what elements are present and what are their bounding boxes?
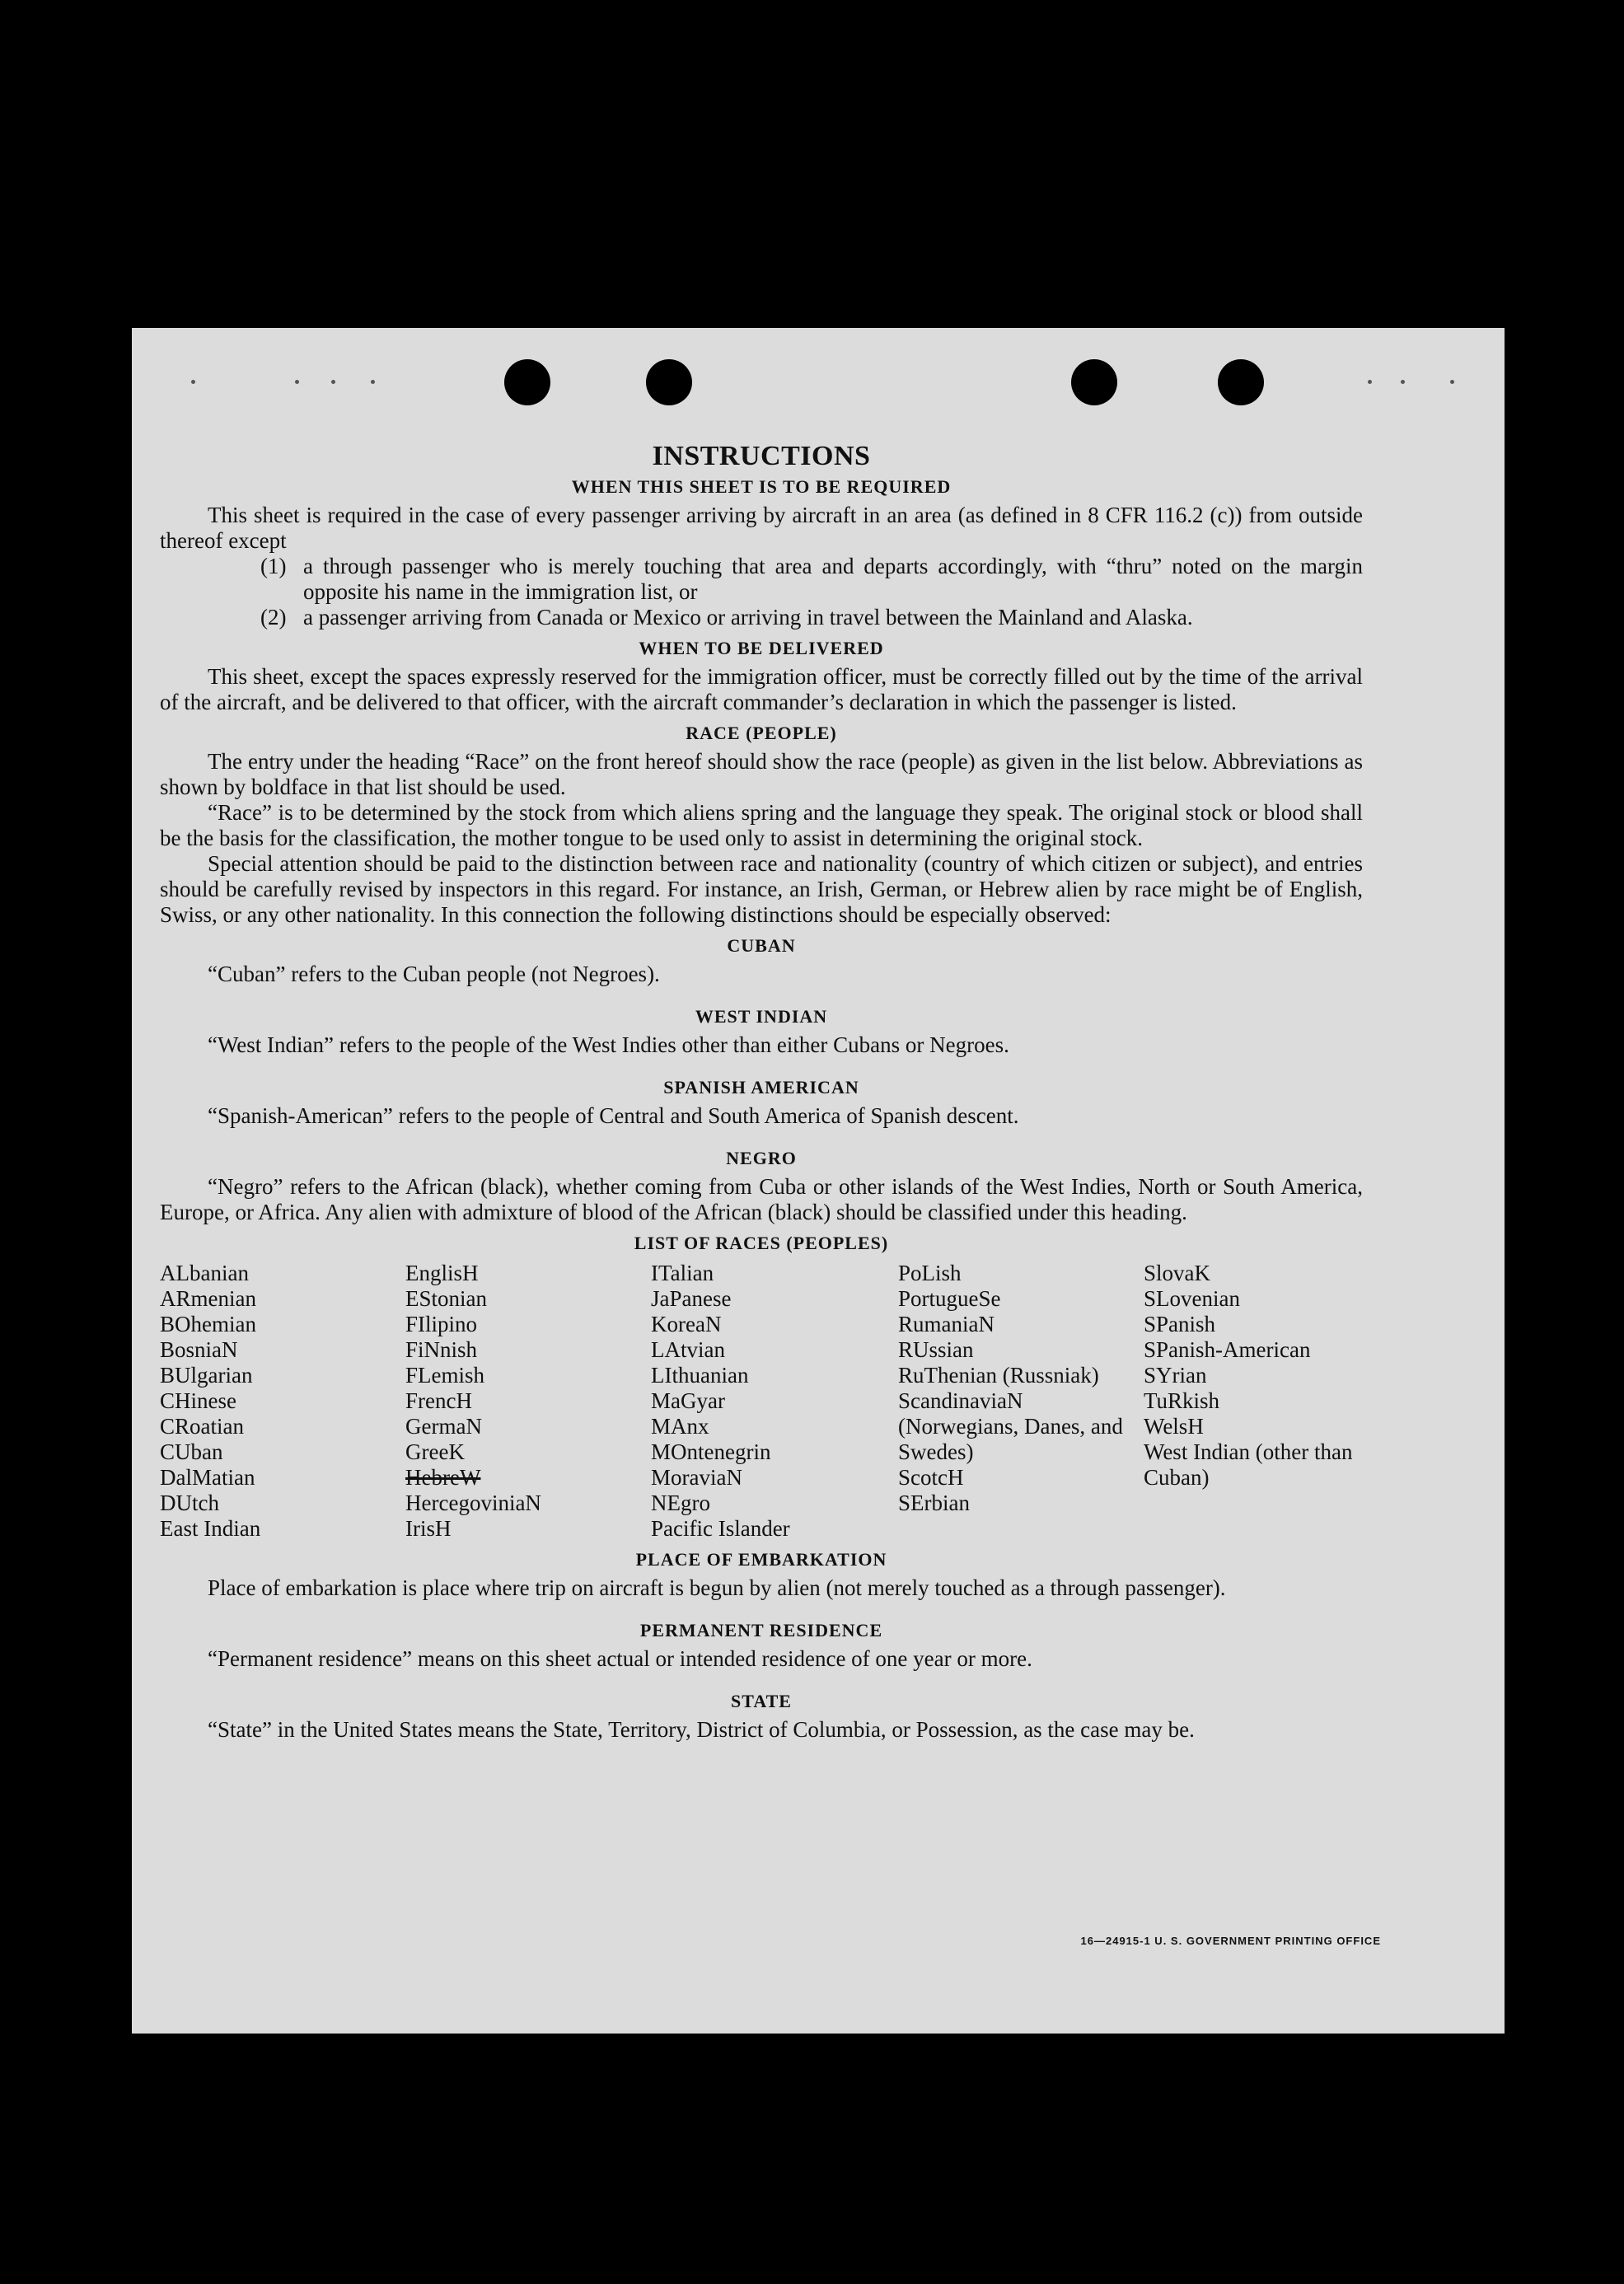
- races-list: [160, 1261, 1363, 1542]
- speck: [371, 380, 375, 384]
- when-required-intro: This sheet is required in the case of every passenger arriving by aircraft in an area (as defined in 8 CFR 116.2 (c)) from outside thereof except: [160, 503, 1363, 553]
- race-item: SLovenian: [1144, 1286, 1240, 1311]
- race-item-struck: HebreW: [405, 1465, 481, 1490]
- race-item: West Indian (other than Cuban): [1144, 1439, 1353, 1490]
- heading-spanish-american: SPANISH AMERICAN: [663, 1077, 859, 1098]
- race-item: FrencH: [405, 1388, 472, 1413]
- heading-when-required: WHEN THIS SHEET IS TO BE REQUIRED: [571, 476, 952, 497]
- race-item: FLemish: [405, 1363, 485, 1388]
- race-item: ScotcH: [898, 1465, 964, 1490]
- state-text: “State” in the United States means the State, Territory, District of Columbia, or Possession, as the case may be.: [208, 1717, 1195, 1742]
- speck: [295, 380, 299, 384]
- race-item: MaGyar: [651, 1388, 725, 1413]
- race-item: EnglisH: [405, 1261, 479, 1285]
- race-item: PoLish: [898, 1261, 962, 1285]
- race-item: NEgro: [651, 1491, 710, 1515]
- race-item: BUlgarian: [160, 1363, 253, 1388]
- races-column-5: [1144, 1261, 1391, 1542]
- race-item: FiNnish: [405, 1337, 478, 1362]
- race-item: ScandinaviaN (Norwegians, Danes, and Swedes): [898, 1388, 1123, 1464]
- punch-hole: [646, 359, 692, 405]
- race-item: SPanish-American: [1144, 1337, 1311, 1362]
- race-item: ARmenian: [160, 1286, 256, 1311]
- race-item: LIthuanian: [651, 1363, 749, 1388]
- speck: [331, 380, 335, 384]
- page-title: INSTRUCTIONS: [652, 441, 871, 471]
- race-item: BOhemian: [160, 1312, 256, 1336]
- instruction-sheet: [132, 328, 1505, 2034]
- exception-item: (1) a through passenger who is merely touching that area and departs accordingly, with “thru” noted on the margin opposite his name in the immigration list, or: [260, 554, 1363, 604]
- race-item: East Indian: [160, 1516, 261, 1541]
- race-item: RumaniaN: [898, 1312, 995, 1336]
- race-item: IrisH: [405, 1516, 452, 1541]
- when-delivered-text: This sheet, except the spaces expressly reserved for the immigration officer, must be correctly filled out by the time of the arrival of the aircraft, and be delivered to that officer, with the aircraft commander’s declaration in which the passenger is listed.: [160, 664, 1363, 714]
- races-column-1: [160, 1261, 405, 1542]
- embarkation-text: Place of embarkation is place where trip on aircraft is begun by alien (not merely touched as a through passenger).: [208, 1575, 1226, 1600]
- race-item: CHinese: [160, 1388, 236, 1413]
- speck: [1450, 380, 1454, 384]
- race-paragraph-1: The entry under the heading “Race” on the front hereof should show the race (people) as given in the list below. Abbreviations as shown by boldface in that list should be used.: [160, 749, 1363, 799]
- race-item: RuThenian (Russniak): [898, 1363, 1099, 1388]
- race-item: CUban: [160, 1439, 223, 1464]
- race-paragraph-2: “Race” is to be determined by the stock from which aliens spring and the language they speak. The original stock or blood shall be the basis for the classification, the mother tongue to be used only to assist in determining the original stock.: [160, 800, 1363, 850]
- residence-text: “Permanent residence” means on this sheet actual or intended residence of one year or more.: [208, 1646, 1032, 1671]
- race-item: RUssian: [898, 1337, 974, 1362]
- punch-hole: [1218, 359, 1264, 405]
- race-item: MAnx: [651, 1414, 709, 1439]
- race-item: HercegoviniaN: [405, 1491, 541, 1515]
- race-item: SErbian: [898, 1491, 970, 1515]
- heading-residence: PERMANENT RESIDENCE: [639, 1620, 883, 1640]
- race-item: SPanish: [1144, 1312, 1216, 1336]
- race-item: LAtvian: [651, 1337, 725, 1362]
- race-item: JaPanese: [651, 1286, 732, 1311]
- race-item: SlovaK: [1144, 1261, 1210, 1285]
- race-item: PortugueSe: [898, 1286, 1001, 1311]
- cuban-text: “Cuban” refers to the Cuban people (not Negroes).: [208, 962, 660, 986]
- race-item: TuRkish: [1144, 1388, 1220, 1413]
- race-item: MOntenegrin: [651, 1439, 771, 1464]
- race-item: DUtch: [160, 1491, 219, 1515]
- race-item: FIlipino: [405, 1312, 478, 1336]
- heading-negro: NEGRO: [726, 1148, 797, 1168]
- speck: [1368, 380, 1372, 384]
- race-item: KoreaN: [651, 1312, 722, 1336]
- races-column-3: [651, 1261, 898, 1542]
- heading-races-list: LIST OF RACES (PEOPLES): [634, 1233, 889, 1253]
- heading-state: STATE: [731, 1691, 792, 1711]
- printer-code: 16—24915-1 U. S. GOVERNMENT PRINTING OFFICE: [1080, 1935, 1381, 1947]
- race-item: DalMatian: [160, 1465, 255, 1490]
- punch-hole: [1071, 359, 1117, 405]
- west-indian-text: “West Indian” refers to the people of the West Indies other than either Cubans or Negroes.: [208, 1032, 1009, 1057]
- heading-embarkation: PLACE OF EMBARKATION: [635, 1549, 887, 1570]
- race-item: EStonian: [405, 1286, 487, 1311]
- heading-when-delivered: WHEN TO BE DELIVERED: [639, 638, 884, 658]
- race-item: Pacific Islander: [651, 1516, 790, 1541]
- instructions-body: [160, 443, 1363, 1743]
- heading-cuban: CUBAN: [727, 935, 796, 956]
- race-item: ALbanian: [160, 1261, 249, 1285]
- race-item: CRoatian: [160, 1414, 244, 1439]
- race-item: GreeK: [405, 1439, 465, 1464]
- races-column-2: [405, 1261, 651, 1542]
- heading-race: RACE (PEOPLE): [686, 723, 837, 743]
- race-item: SYrian: [1144, 1363, 1207, 1388]
- spanish-american-text: “Spanish-American” refers to the people of Central and South America of Spanish descent.: [208, 1103, 1019, 1128]
- race-item: BosniaN: [160, 1337, 238, 1362]
- race-item: WelsH: [1144, 1414, 1204, 1439]
- exception-item: (2) a passenger arriving from Canada or Mexico or arriving in travel between the Mainland and Alaska.: [260, 605, 1193, 630]
- speck: [191, 380, 195, 384]
- race-item: GermaN: [405, 1414, 482, 1439]
- races-column-4: [898, 1261, 1144, 1542]
- heading-west-indian: WEST INDIAN: [695, 1006, 828, 1027]
- race-item: ITalian: [651, 1261, 714, 1285]
- speck: [1401, 380, 1405, 384]
- negro-text: “Negro” refers to the African (black), whether coming from Cuba or other islands of the West Indies, North or South America, Europe, or Africa. Any alien with admixture of blood of the African (black) should be classified under this heading.: [160, 1174, 1363, 1224]
- punch-hole: [504, 359, 550, 405]
- race-item: MoraviaN: [651, 1465, 742, 1490]
- race-paragraph-3: Special attention should be paid to the distinction between race and nationality (country of which citizen or subject), and entries should be carefully revised by inspectors in this regard. For instance, an Irish, German, or Hebrew alien by race might be of English, Swiss, or any other nationality. In this connection the following distinctions should be especially observed:: [160, 851, 1363, 927]
